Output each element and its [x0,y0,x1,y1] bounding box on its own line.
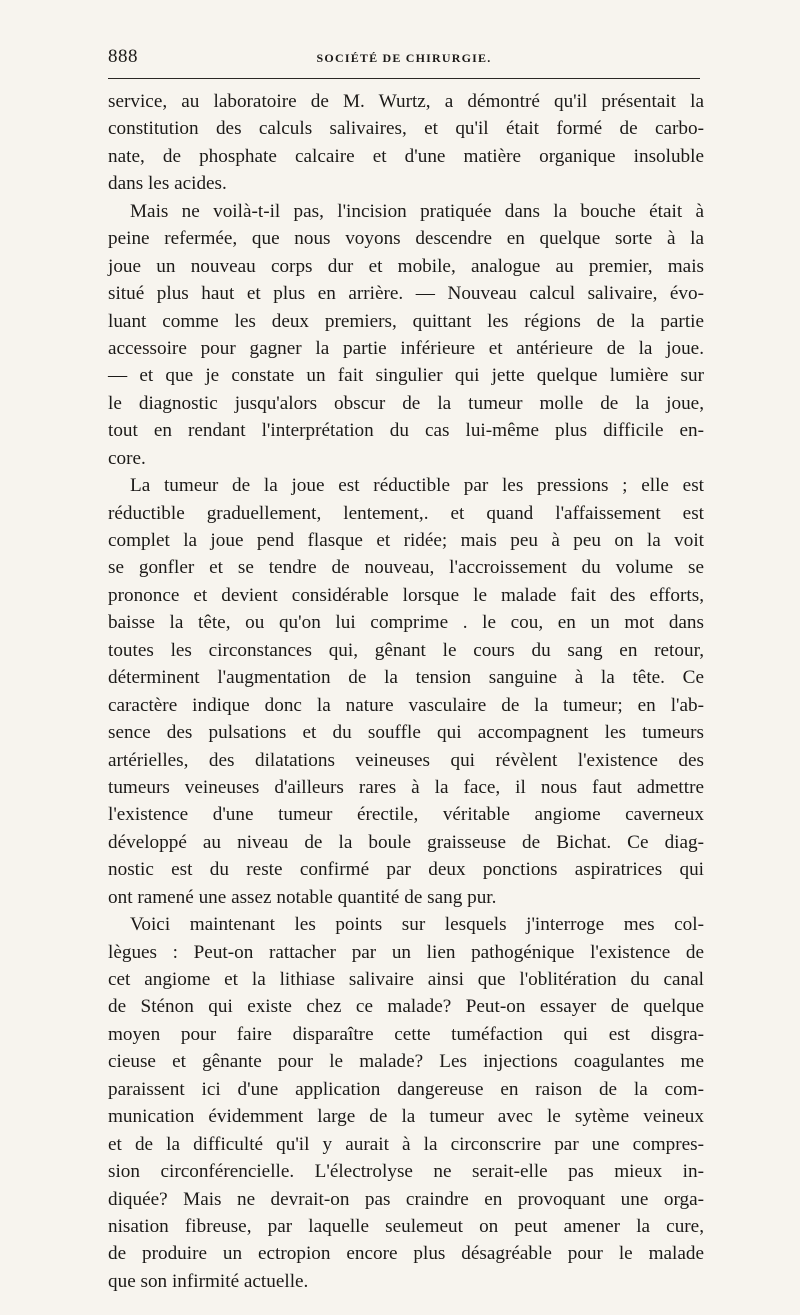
text-line: baisse la tête, ou qu'on lui comprime . le cou, en un mot dans [108,612,704,634]
running-title: SOCIÉTÉ DE CHIRURGIE. [316,51,492,65]
text-line: que son infirmité actuelle. [108,1270,309,1292]
text-line: nostic est du reste confirmé par deux ponctions aspiratrices qui [108,859,704,881]
text-line: service, au laboratoire de M. Wurtz, a démontré qu'il présentait la [108,91,704,112]
text-line: La tumeur de la joue est réductible par les pressions ; elle est [130,475,704,497]
running-head [108,46,700,70]
text-line: sence des pulsations et du souffle qui accompagnent les tumeurs [108,722,704,744]
text-line: ont ramené une assez notable quantité de sang pur. [108,886,497,908]
text-line: de produire un ectropion encore plus désagréable pour le malade [108,1243,704,1265]
text-line: cieuse et gênante pour le malade? Les injections coagulantes me [108,1051,704,1073]
text-line: peine refermée, que nous voyons descendre en quelque sorte à la [108,228,704,250]
text-line: paraissent ici d'une application dangereuse en raison de la com- [108,1078,704,1100]
text-line: constitution des calculs salivaires, et qu'il était formé de carbo- [108,118,704,140]
text-line: l'existence d'une tumeur érectile, véritable angiome caverneux [108,804,704,826]
text-line: core. [108,447,146,469]
body-text [108,88,704,1295]
text-line: diquée? Mais ne devrait-on pas craindre en provoquant une orga- [108,1188,704,1210]
text-line: nate, de phosphate calcaire et d'une matière organique insoluble [108,145,704,167]
text-line: développé au niveau de la boule graisseuse de Bichat. Ce diag- [108,831,704,853]
text-line: tumeurs veineuses d'ailleurs rares à la face, il nous faut admettre [108,776,704,798]
text-line: sion circonférencielle. L'électrolyse ne serait-elle pas mieux in- [108,1161,704,1183]
text-line: réductible graduellement, lentement,. et quand l'affaissement est [108,502,704,524]
page-number: 888 [108,46,138,67]
text-line: caractère indique donc la nature vasculaire de la tumeur; en l'ab- [108,694,704,716]
text-line: complet la joue pend flasque et ridée; mais peu à peu on la voit [108,530,704,551]
text-line: accessoire pour gagner la partie inférieure et antérieure de la joue. [108,337,704,359]
text-line: munication évidemment large de la tumeur avec le sytème veineux [108,1106,704,1128]
text-line: le diagnostic jusqu'alors obscur de la tumeur molle de la joue, [108,392,704,414]
text-line: Mais ne voilà-t-il pas, l'incision pratiquée dans la bouche était à [130,200,704,222]
text-line: prononce et devient considérable lorsque le malade fait des efforts, [108,584,704,606]
text-line: se gonfler et se tendre de nouveau, l'accroissement du volume se [108,557,704,579]
text-line: nisation fibreuse, par laquelle seulemeut on peut amener la cure, [108,1215,704,1237]
text-line: tout en rendant l'interprétation du cas lui-même plus difficile en- [108,420,704,442]
text-line: toutes les circonstances qui, gênant le cours du sang en retour, [108,639,704,661]
text-line: artérielles, des dilatations veineuses qui révèlent l'existence des [108,749,704,771]
text-line: moyen pour faire disparaître cette tuméfaction qui est disgra- [108,1023,704,1045]
text-line: luant comme les deux premiers, quittant les régions de la partie [108,310,704,332]
header-rule [108,78,700,79]
text-line: déterminent l'augmentation de la tension sanguine à la tête. Ce [108,667,704,689]
text-line: dans les acides. [108,173,227,195]
text-line: joue un nouveau corps dur et mobile, analogue au premier, mais [108,255,704,277]
text-line: de Sténon qui existe chez ce malade? Peut-on essayer de quelque [108,996,704,1018]
text-line: situé plus haut et plus en arrière. — Nouveau calcul salivaire, évo- [108,283,704,305]
text-line: Voici maintenant les points sur lesquels j'interroge mes col- [130,914,704,936]
text-line: — et que je constate un fait singulier qui jette quelque lumière sur [108,365,704,387]
text-line: et de la difficulté qu'il y aurait à la circonscrire par une compres- [108,1133,704,1155]
text-line: cet angiome et la lithiase salivaire ainsi que l'oblitération du canal [108,969,704,990]
text-line: lègues : Peut-on rattacher par un lien pathogénique l'existence de [108,941,704,963]
